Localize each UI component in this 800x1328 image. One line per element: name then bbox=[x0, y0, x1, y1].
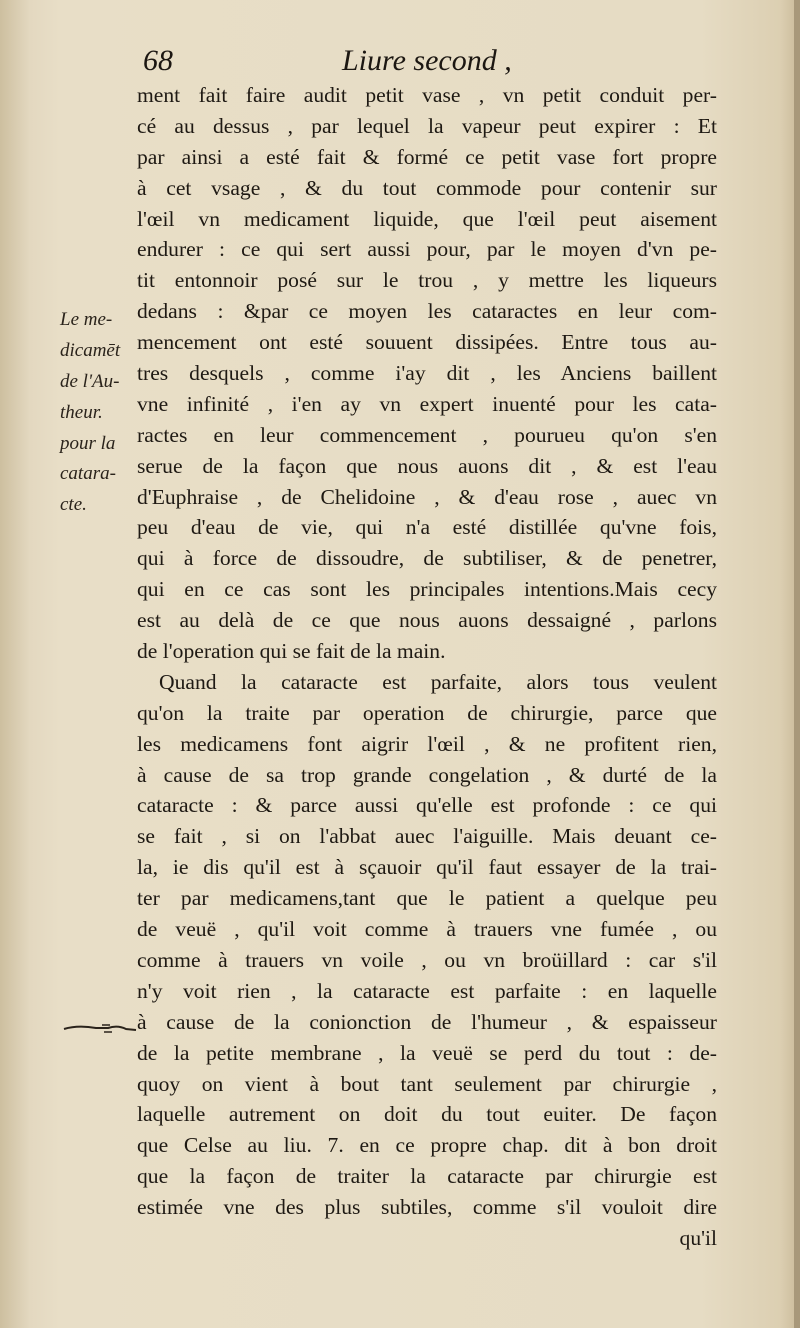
text-line: laquelle autrement on doit du tout euiter. De façon bbox=[137, 1102, 717, 1127]
running-title: Liure second , bbox=[342, 44, 512, 77]
margin-note-line: cte. bbox=[60, 494, 87, 516]
body-text bbox=[137, 80, 717, 1254]
text-line: n'y voit rien , la cataracte est parfaite : en laquelle bbox=[137, 978, 717, 1003]
page-header bbox=[0, 44, 800, 84]
text-line: qui à force de dissoudre, de subtiliser, & de penetrer, bbox=[137, 546, 717, 571]
text-line: de veuë , qu'il voit comme à trauers vne fumée , ou bbox=[137, 917, 717, 942]
text-line: tres desquels , comme i'ay dit , les Anciens baillent bbox=[137, 361, 717, 386]
text-line: peu d'eau de vie, qui n'a esté distillée qu'vne fois, bbox=[137, 515, 717, 540]
text-line: mencement ont esté souuent dissipées. Entre tous au- bbox=[137, 330, 717, 355]
text-line: tit entonnoir posé sur le trou , y mettre les liqueurs bbox=[137, 268, 717, 293]
text-line: serue de la façon que nous auons dit , & est l'eau bbox=[137, 453, 717, 478]
text-line: la, ie dis qu'il est à sçauoir qu'il faut essayer de la trai- bbox=[137, 855, 717, 880]
text-line: dedans : &par ce moyen les cataractes en leur com- bbox=[137, 299, 717, 324]
page-number: 68 bbox=[143, 44, 173, 77]
margin-note-line: Le me- bbox=[60, 309, 113, 330]
margin-note-line: pour la bbox=[60, 432, 116, 454]
text-line: estimée vne des plus subtiles, comme s'il vouloit dire bbox=[137, 1195, 717, 1220]
margin-note bbox=[60, 305, 140, 521]
text-line: se fait , si on l'abbat auec l'aiguille. Mais deuant ce- bbox=[137, 824, 717, 849]
margin-note-line: catara- bbox=[60, 463, 116, 485]
text-line: qui en ce cas sont les principales intentions.Mais cecy bbox=[137, 577, 717, 602]
text-line: à cause de la conionction de l'humeur , & espaisseur bbox=[137, 1009, 717, 1034]
text-line: de la petite membrane , la veuë se perd du tout : de- bbox=[137, 1040, 717, 1065]
text-line: par ainsi a esté fait & formé ce petit vase fort propre bbox=[137, 144, 717, 169]
text-line: cé au dessus , par lequel la vapeur peut expirer : Et bbox=[137, 113, 717, 138]
text-line: d'Euphraise , de Chelidoine , & d'eau rose , auec vn bbox=[137, 484, 717, 509]
text-line: quoy on vient à bout tant seulement par chirurgie , bbox=[137, 1071, 717, 1096]
text-line: à cause de sa trop grande congelation , & durté de la bbox=[137, 762, 717, 787]
text-line: comme à trauers vn voile , ou vn broüillard : car s'il bbox=[137, 947, 717, 972]
text-line: que Celse au liu. 7. en ce propre chap. dit à bon droit bbox=[137, 1133, 717, 1158]
page-edge bbox=[794, 0, 800, 1328]
text-line: que la façon de traiter la cataracte par chirurgie est bbox=[137, 1164, 717, 1189]
text-line: vne infinité , i'en ay vn expert inuenté pour les cata- bbox=[137, 391, 717, 416]
margin-note-line: theur. bbox=[60, 401, 103, 423]
text-line: qu'on la traite par operation de chirurgie, parce que bbox=[137, 700, 717, 725]
text-line: l'œil vn medicament liquide, que l'œil peut aisement bbox=[137, 206, 717, 231]
margin-note-line: de l'Au- bbox=[60, 370, 120, 392]
text-line: cataracte : & parce aussi qu'elle est profonde : ce qui bbox=[137, 793, 717, 818]
text-line: les medicamens font aigrir l'œil , & ne profitent rien, bbox=[137, 731, 717, 756]
text-line: de l'operation qui se fait de la main. bbox=[137, 639, 446, 664]
paragraph-start-line: Quand la cataracte est parfaite, alors tous veulent bbox=[159, 669, 717, 694]
margin-note-line: dicamēt bbox=[60, 339, 121, 361]
text-line: ractes en leur commencement , pourueu qu'on s'en bbox=[137, 422, 717, 447]
text-line: à cet vsage , & du tout commode pour contenir sur bbox=[137, 175, 717, 200]
text-line: endurer : ce qui sert aussi pour, par le moyen d'vn pe- bbox=[137, 237, 717, 262]
pointing-hand-icon bbox=[62, 1020, 138, 1036]
catchword: qu'il bbox=[679, 1225, 717, 1250]
text-line: ter par medicamens,tant que le patient a quelque peu bbox=[137, 886, 717, 911]
text-line: ment fait faire audit petit vase , vn petit conduit per- bbox=[137, 83, 717, 107]
text-line: est au delà de ce que nous auons dessaigné , parlons bbox=[137, 608, 717, 633]
